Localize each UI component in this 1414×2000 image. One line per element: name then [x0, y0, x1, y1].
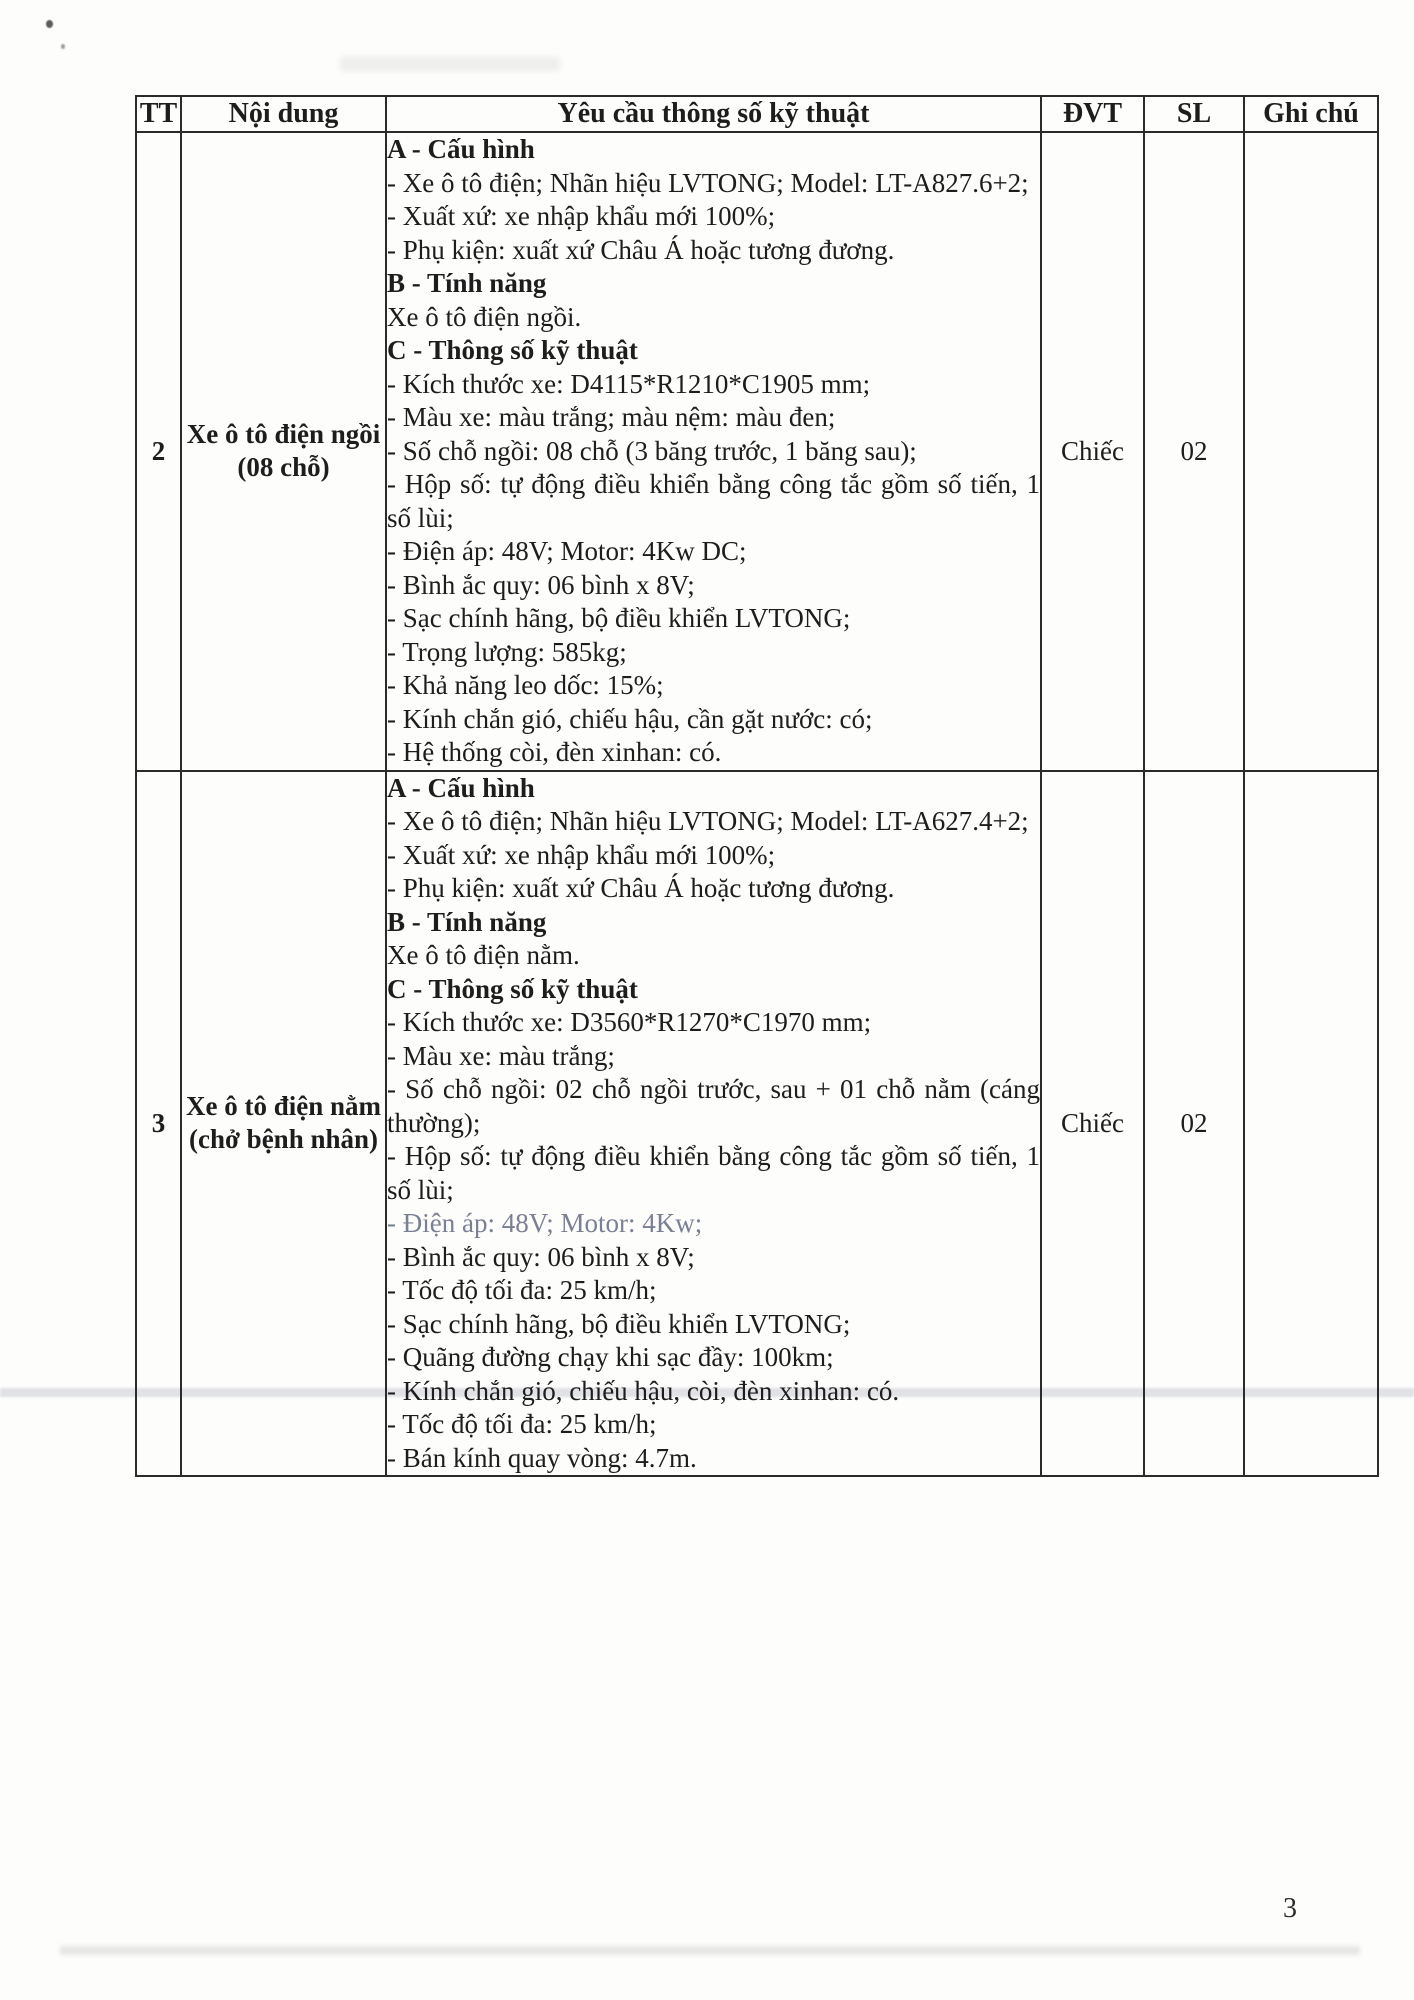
- spec-line: - Tốc độ tối đa: 25 km/h;: [387, 1275, 657, 1305]
- spec-line: - Tốc độ tối đa: 25 km/h;: [387, 1409, 657, 1439]
- col-header-tt: TT: [136, 96, 181, 132]
- spec-line: - Phụ kiện: xuất xứ Châu Á hoặc tương đương.: [387, 234, 895, 265]
- col-header-content: Nội dung: [181, 96, 386, 132]
- scan-speck: [46, 20, 53, 28]
- spec-line: - Xe ô tô điện; Nhãn hiệu LVTONG; Model: LT-A627.4+2;: [387, 806, 1029, 836]
- spec-line: A - Cấu hình: [387, 772, 535, 803]
- item-name-line2: (08 chỗ): [237, 452, 330, 483]
- col-header-note: Ghi chú: [1244, 96, 1378, 132]
- qty-cell: [1144, 771, 1244, 1477]
- item-name-line1: Xe ô tô điện ngồi: [186, 419, 381, 450]
- row-index-cell: [136, 771, 181, 1477]
- qty-value: 02: [1180, 435, 1208, 466]
- unit-cell: [1041, 132, 1144, 771]
- unit-value: Chiếc: [1061, 1107, 1124, 1138]
- spec-line: - Phụ kiện: xuất xứ Châu Á hoặc tương đương.: [387, 873, 895, 903]
- spec-line: - Kích thước xe: D4115*R1210*C1905 mm;: [387, 368, 871, 399]
- row-index-cell: [136, 132, 181, 771]
- spec-line: C - Thông số kỹ thuật: [387, 335, 638, 365]
- spec-line: - Bán kính quay vòng: 4.7m.: [387, 1442, 697, 1473]
- spec-line: C - Thông số kỹ thuật: [387, 973, 638, 1004]
- spec-line: - Màu xe: màu trắng; màu nệm: màu đen;: [387, 402, 836, 432]
- spec-line: - Màu xe: màu trắng;: [387, 1040, 615, 1071]
- item-name-line2: (chở bệnh nhân): [188, 1124, 378, 1155]
- table-row: [136, 771, 1378, 1477]
- spec-line: Xe ô tô điện nằm.: [387, 940, 580, 970]
- spec-line: A - Cấu hình: [387, 134, 535, 164]
- col-header-qty: SL: [1144, 96, 1244, 132]
- item-name-cell: [181, 132, 386, 771]
- table-header-row: [136, 96, 1378, 132]
- spec-line: - Điện áp: 48V; Motor: 4Kw DC;: [387, 536, 747, 566]
- spec-table: [135, 95, 1379, 1477]
- row-index: 3: [151, 1107, 166, 1138]
- row-index: 2: [151, 435, 166, 466]
- spec-line: - Bình ắc quy: 06 bình x 8V;: [387, 569, 695, 600]
- spec-line: Xe ô tô điện ngồi.: [387, 301, 582, 332]
- scan-smudge: [60, 1946, 1360, 1955]
- item-name-cell: [181, 771, 386, 1477]
- spec-line: - Kích thước xe: D3560*R1270*C1970 mm;: [387, 1007, 872, 1037]
- scan-smudge: [340, 57, 560, 71]
- spec-line: - Điện áp: 48V; Motor: 4Kw;: [387, 1208, 703, 1238]
- spec-line: - Xuất xứ: xe nhập khẩu mới 100%;: [387, 839, 776, 870]
- scan-speck: [61, 44, 65, 49]
- unit-value: Chiếc: [1061, 435, 1124, 466]
- spec-line: - Số chỗ ngồi: 02 chỗ ngồi trước, sau + 01 chỗ nằm (cáng thường);: [387, 1074, 1040, 1138]
- spec-line: - Bình ắc quy: 06 bình x 8V;: [387, 1241, 695, 1272]
- spec-line: - Kính chắn gió, chiếu hậu, cần gặt nước: có;: [387, 703, 873, 734]
- page-number: 3: [1283, 1893, 1297, 1924]
- table-row: [136, 132, 1378, 771]
- unit-cell: [1041, 771, 1144, 1477]
- spec-line: - Số chỗ ngồi: 08 chỗ (3 băng trước, 1 băng sau);: [387, 435, 917, 466]
- spec-line: - Khả năng leo dốc: 15%;: [387, 670, 664, 700]
- qty-cell: [1144, 132, 1244, 771]
- note-cell: [1244, 771, 1378, 1477]
- spec-line: - Kính chắn gió, chiếu hậu, còi, đèn xinhan: có.: [387, 1375, 900, 1406]
- spec-line: - Sạc chính hãng, bộ điều khiển LVTONG;: [387, 1308, 851, 1339]
- spec-line: - Xuất xứ: xe nhập khẩu mới 100%;: [387, 201, 776, 231]
- spec-list-cell: [386, 132, 1041, 771]
- spec-line: - Sạc chính hãng, bộ điều khiển LVTONG;: [387, 603, 851, 633]
- spec-line: B - Tính năng: [387, 906, 547, 937]
- spec-line: - Hộp số: tự động điều khiển bằng công tắc gồm số tiến, 1 số lùi;: [387, 469, 1040, 533]
- spec-line: - Xe ô tô điện; Nhãn hiệu LVTONG; Model: LT-A827.6+2;: [387, 167, 1029, 198]
- spec-line: - Hộp số: tự động điều khiển bằng công tắc gồm số tiến, 1 số lùi;: [387, 1141, 1040, 1205]
- note-cell: [1244, 132, 1378, 771]
- spec-line: - Trọng lượng: 585kg;: [387, 636, 627, 667]
- col-header-spec: Yêu cầu thông số kỹ thuật: [386, 96, 1041, 132]
- qty-value: 02: [1180, 1107, 1208, 1138]
- item-name-line1: Xe ô tô điện nằm: [186, 1091, 381, 1122]
- spec-list-cell: [386, 771, 1041, 1477]
- spec-line: - Quãng đường chạy khi sạc đầy: 100km;: [387, 1342, 834, 1372]
- spec-line: - Hệ thống còi, đèn xinhan: có.: [387, 737, 722, 767]
- col-header-unit: ĐVT: [1041, 96, 1144, 132]
- spec-line: B - Tính năng: [387, 268, 547, 298]
